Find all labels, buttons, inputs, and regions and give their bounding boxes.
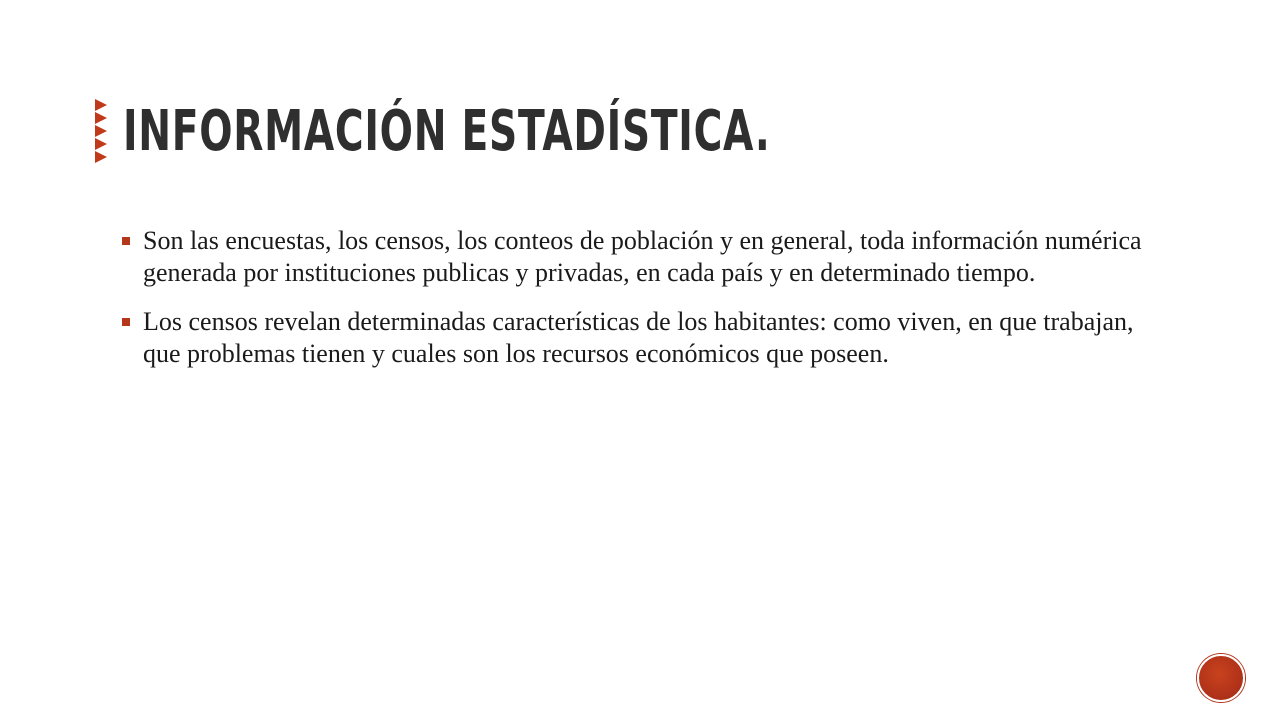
bullet-text: Son las encuestas, los censos, los conteos de población y en general, toda información numérica generada por instituciones publicas y privadas, en cada país y en determinado tiempo. [143,226,1142,287]
bullet-list [122,225,1162,387]
slide-title: INFORMACIÓN ESTADÍSTICA. [123,99,771,164]
square-bullet-icon [122,318,130,326]
title-marker-icon [95,99,111,163]
square-bullet-icon [122,237,130,245]
bullet-item [122,306,1162,370]
bullet-item [122,225,1162,289]
slide-nav-button[interactable] [1197,654,1245,702]
bullet-text: Los censos revelan determinadas características de los habitantes: como viven, en que trabajan, que problemas tienen y cuales son los recursos económicos que poseen. [143,307,1134,368]
